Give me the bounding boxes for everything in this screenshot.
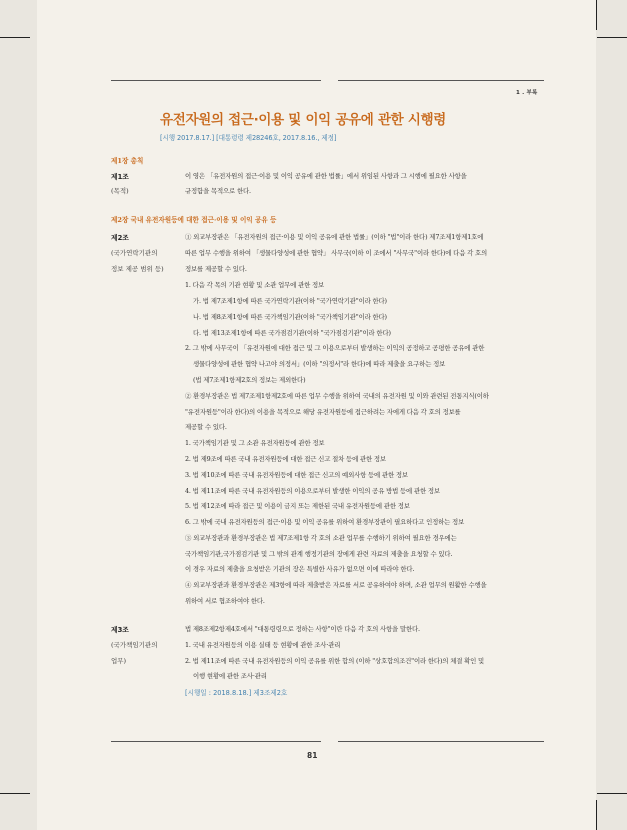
list-item: 3. 법 제10조에 따른 국내 유전자원등에 대한 접근 신고의 예외사항 등에 관한 정보 <box>185 471 408 479</box>
text-line: 이 영은 「유전자원의 접근·이용 및 이익 공유에 관한 법률」에서 위임된 사항과 그 시행에 필요한 사항을 <box>185 172 467 180</box>
text-line: 제공할 수 있다. <box>185 423 227 431</box>
crop-mark <box>0 793 30 794</box>
list-subitem: 나. 법 제8조제1항에 따른 국가책임기관(이하 "국가책임기관"이라 한다) <box>193 313 387 321</box>
article-subtitle: (국가책임기관의 <box>111 641 158 649</box>
footer-rule-left <box>111 741 321 742</box>
text-line: 생물다양성에 관한 협약 나고야 의정서」(이하 "의정서"라 한다)에 따라 제출을 요구하는 정보 <box>193 360 446 368</box>
text-line: 법 제8조제2항제4호에서 "대통령령으로 정하는 사항"이란 다음 각 호의 사항을 말한다. <box>185 625 420 633</box>
text-line: 국가책임기관,국가점검기관 및 그 밖의 관계 행정기관의 장에게 관련 자료의 제출을 요청할 수 있다. <box>185 550 453 558</box>
page-number: 81 <box>307 751 318 760</box>
article-subtitle: (목적) <box>111 187 129 195</box>
list-item: 5. 법 제12조에 따라 접근 및 이용이 금지 또는 제한된 국내 유전자원등에 관한 정보 <box>185 502 410 510</box>
effective-date-note: [시행일 : 2018.8.18.] 제3조제2호 <box>185 689 288 697</box>
list-item: 2. 법 제9조에 따른 국내 유전자원등에 대한 접근 신고 절차 등에 관한 정보 <box>185 455 386 463</box>
text-line: 규정함을 목적으로 한다. <box>185 187 251 195</box>
document-title: 유전자원의 접근·이용 및 이익 공유에 관한 시행령 <box>160 112 447 128</box>
list-item: 6. 그 밖에 국내 유전자원등의 접근·이용 및 이익 공유를 위하여 환경부장관이 필요하다고 인정하는 정보 <box>185 518 465 526</box>
list-item: 1. 국가책임기관 및 그 소관 유전자원등에 관한 정보 <box>185 439 325 447</box>
list-item: 2. 법 제11조에 따른 국내 유전자원등의 이익 공유를 위한 합의 (이하 "상호합의조건"이라 한다)의 체결 확인 및 <box>185 657 485 665</box>
header-rule-left <box>111 80 321 81</box>
crop-mark <box>596 0 597 30</box>
text-line: ① 외교부장관은 「유전자원의 접근·이용 및 이익 공유에 관한 법률」(이하 "법"이라 한다) 제7조제1항제1호에 <box>185 233 484 241</box>
crop-mark <box>597 793 627 794</box>
header-rule-right <box>338 80 544 81</box>
text-line: 이 경우 자료의 제출을 요청받은 기관의 장은 특별한 사유가 없으면 이에 따라야 한다. <box>185 565 415 573</box>
text-line: 위하여 서로 협조하여야 한다. <box>185 597 265 605</box>
footer-rule-right <box>338 741 544 742</box>
text-line: ② 환경부장관은 법 제7조제1항제2호에 따른 업무 수행을 위하여 국내의 유전자원 및 이와 관련된 전통지식(이하 <box>185 392 489 400</box>
text-line: "유전자원등"이라 한다)의 이용을 목적으로 해당 유전자원등에 접근하려는 자에게 다음 각 호의 정보를 <box>185 408 461 416</box>
document-subtitle: [시행 2017.8.17.] [대통령령 제28246호, 2017.8.16., 제정] <box>160 134 337 142</box>
article-title: 제2조 <box>111 234 129 242</box>
list-item: 1. 국내 유전자원등의 이용 실태 등 현황에 관한 조사·관리 <box>185 641 341 649</box>
text-line: 따른 업무 수행을 위하여 「생물다양성에 관한 협약」 사무국(이하 이 조에서 "사무국"이라 한다)에 다음 각 호의 <box>185 249 488 257</box>
running-head: 1 . 부록 <box>516 90 538 96</box>
article-subtitle: (국가연락기관의 <box>111 249 158 257</box>
list-subitem: 가. 법 제7조제1항에 따른 국가연락기관(이하 "국가연락기관"이라 한다) <box>193 297 387 305</box>
crop-mark <box>596 800 597 830</box>
article-subtitle: 업무) <box>111 657 127 665</box>
article-title: 제3조 <box>111 626 129 634</box>
text-line: 정보를 제공할 수 있다. <box>185 265 247 273</box>
crop-mark <box>597 37 627 38</box>
article-subtitle: 정보 제공 범위 등) <box>111 265 164 273</box>
list-subitem: 다. 법 제13조제1항에 따른 국가점검기관(이하 "국가점검기관"이라 한다) <box>193 329 391 337</box>
list-item: 2. 그 밖에 사무국이 「유전자원에 대한 접근 및 그 이용으로부터 발생하는 이익의 공정하고 공평한 공유에 관한 <box>185 344 485 352</box>
list-item: 1. 다음 각 목의 기관 현황 및 소관 업무에 관한 정보 <box>185 281 325 289</box>
chapter-heading: 제1장 총칙 <box>111 157 144 165</box>
text-line: ③ 외교부장관과 환경부장관은 법 제7조제1항 각 호의 소관 업무를 수행하기 위하여 필요한 경우에는 <box>185 534 457 542</box>
text-line: (법 제7조제1항제2호의 정보는 제외한다) <box>193 376 306 384</box>
crop-mark <box>0 37 30 38</box>
text-line: 이행 현황에 관한 조사·관리 <box>193 672 267 680</box>
list-item: 4. 법 제11조에 따른 국내 유전자원등의 이용으로부터 발생한 이익의 공유 방법 등에 관한 정보 <box>185 487 440 495</box>
text-line: ④ 외교부장관과 환경부장관은 제3항에 따라 제출받은 자료를 서로 공유하여야 하며, 소관 업무의 원활한 수행을 <box>185 581 487 589</box>
chapter-heading: 제2장 국내 유전자원등에 대한 접근·이용 및 이익 공유 등 <box>111 216 277 224</box>
article-title: 제1조 <box>111 173 129 181</box>
